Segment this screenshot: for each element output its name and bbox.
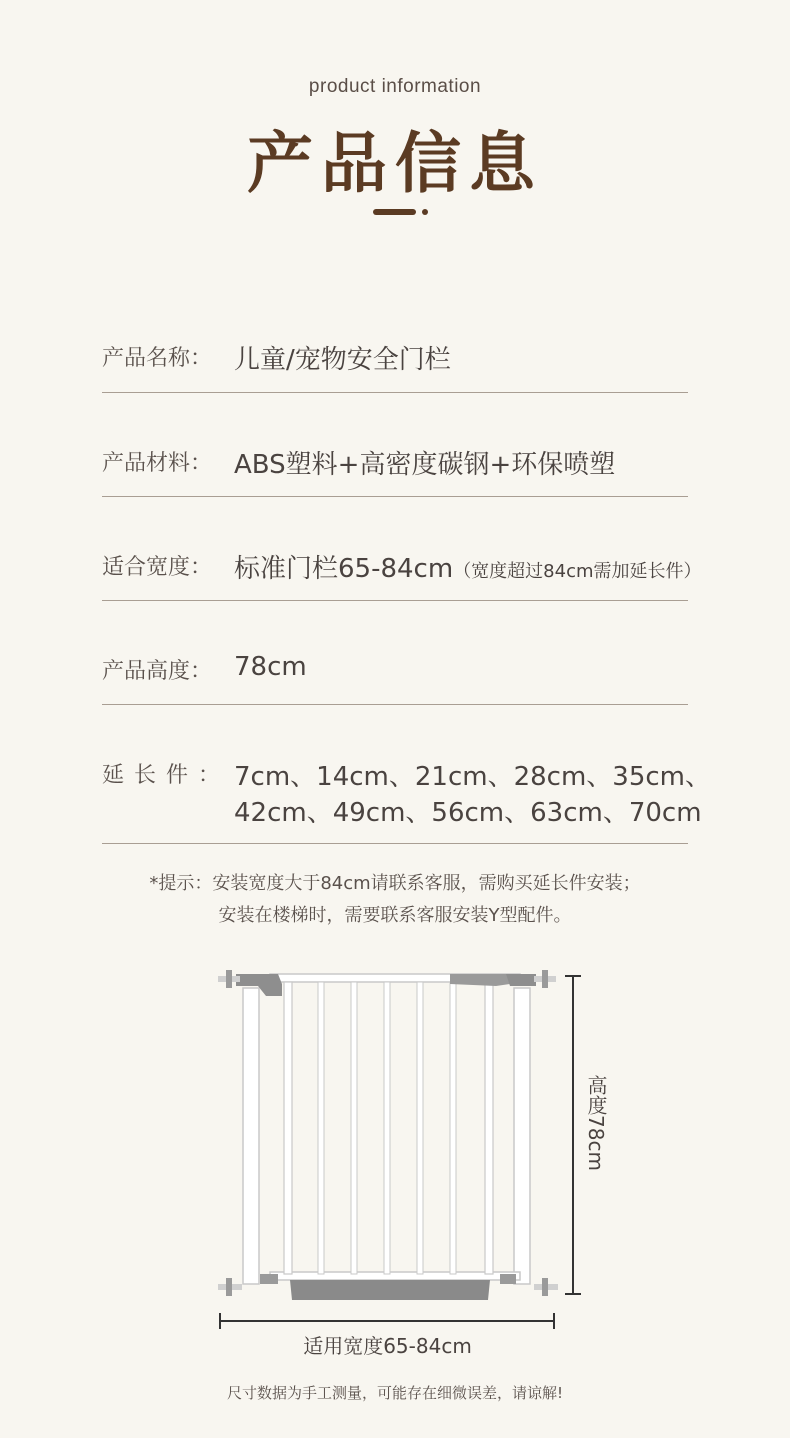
spec-row-name [102, 341, 688, 393]
spec-value: 儿童/宠物安全门栏 [234, 345, 451, 375]
spec-row-width [102, 550, 702, 601]
spec-value: ABS塑料+高密度碳钢+环保喷塑 [234, 450, 616, 480]
spec-value-main: 标准门栏65-84cm [234, 554, 454, 584]
width-label: 适用宽度65-84cm [303, 1334, 472, 1358]
spec-label: 产品高度： [102, 659, 213, 684]
spec-label: 适合宽度： [102, 555, 213, 580]
gate-illustration [200, 960, 630, 1360]
title-dot [422, 209, 428, 215]
spec-value-line1: 7cm、14cm、21cm、28cm、35cm、 [234, 762, 711, 792]
spec-value [234, 548, 702, 585]
notice-line2: 安装在楼梯时，需要联系客服安装Y型配件。 [218, 905, 572, 926]
spec-value-note: （宽度超过84cm需加延长件） [453, 561, 702, 582]
spec-row-material [102, 446, 688, 497]
spec-value-line2: 42cm、49cm、56cm、63cm、70cm [234, 798, 702, 828]
spec-row-height [102, 654, 688, 705]
notice-line1: *提示：安装宽度大于84cm请联系客服，需购买延长件安装； [149, 873, 641, 894]
spec-value: 78cm [234, 652, 307, 682]
title-underline [373, 209, 416, 215]
notice [0, 868, 790, 932]
spec-label: 产品材料： [102, 451, 213, 476]
spec-label: 产品名称： [102, 346, 213, 371]
spec-label: 延长件： [102, 763, 231, 788]
height-label: 高度78cm [584, 1075, 608, 1171]
page-title: 产品信息 [247, 125, 543, 202]
subtitle: product information [308, 76, 482, 97]
gate-diagram [200, 960, 630, 1360]
footer-note: 尺寸数据为手工测量，可能存在细微误差，请谅解! [226, 1384, 563, 1402]
spec-row-extension [102, 758, 711, 844]
header [0, 0, 790, 230]
